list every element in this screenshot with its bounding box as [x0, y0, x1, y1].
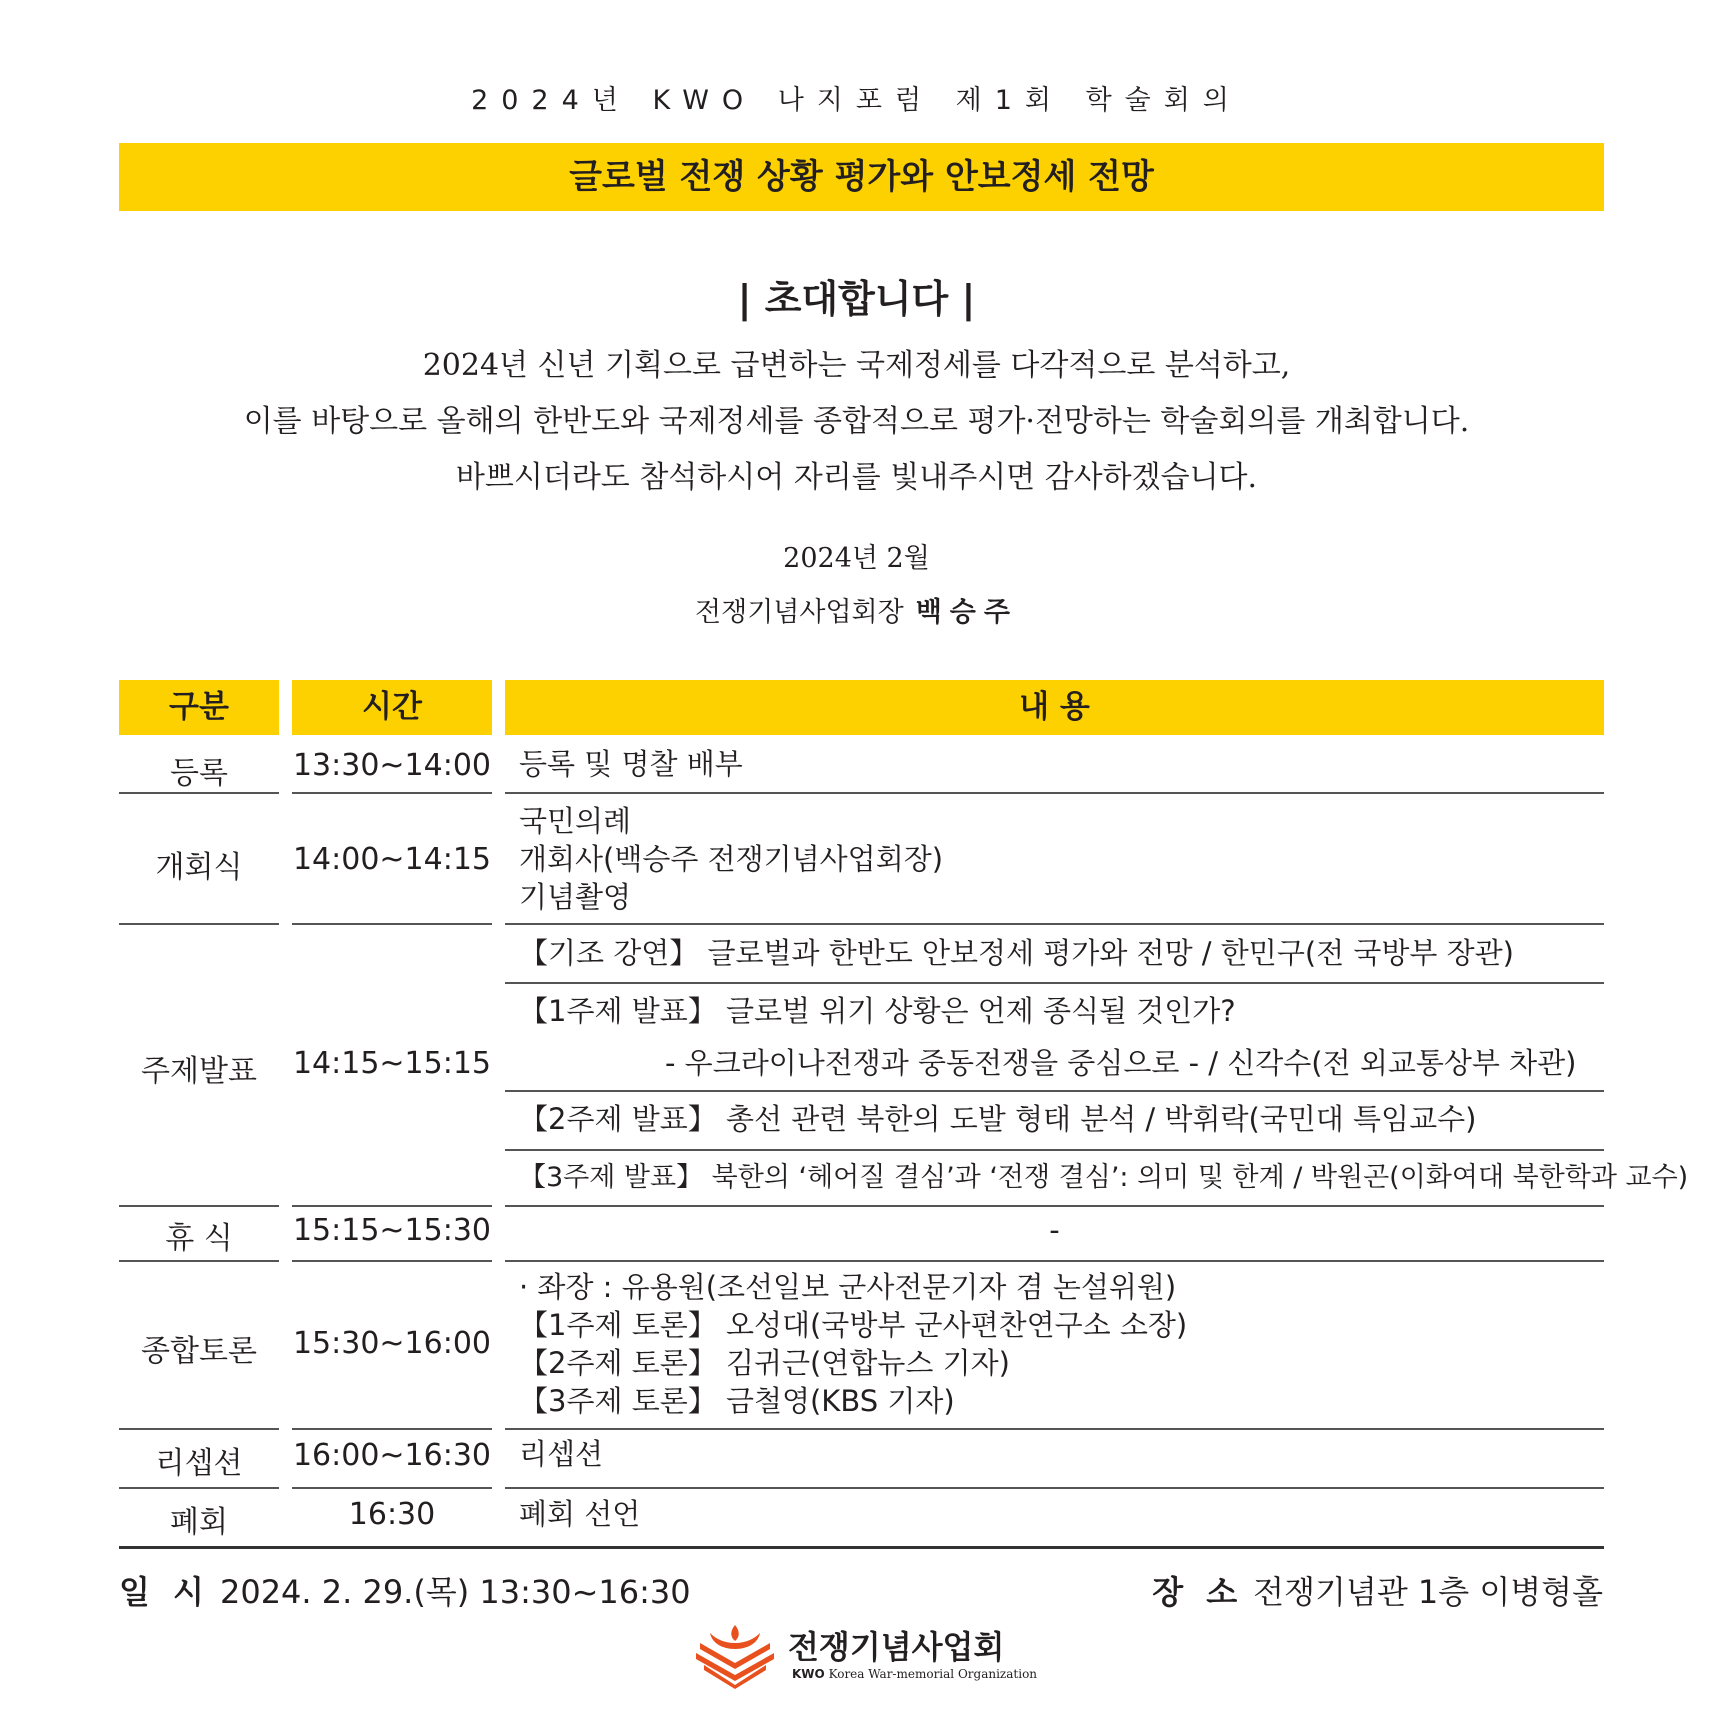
row-divider	[505, 923, 1604, 925]
row-content-line: -	[1049, 1213, 1060, 1247]
row-time: 16:30	[348, 1497, 436, 1532]
logo-abbr: KWO	[792, 1667, 825, 1681]
row-time: 13:30~14:00	[292, 748, 492, 783]
row-divider	[292, 1428, 492, 1430]
row-divider	[119, 1428, 279, 1430]
row-content-line: 【1주제 토론】 오성대(국방부 군사편찬연구소 소장)	[519, 1308, 1188, 1342]
row-label: 개회식	[155, 850, 243, 885]
row-label: 종합토론	[141, 1334, 257, 1369]
table-bottom-rule	[119, 1546, 1604, 1549]
row-content-line: 국민의례	[519, 804, 632, 838]
row-divider	[505, 1090, 1604, 1092]
invitation-line: 2024년 신년 기획으로 급변하는 국제정세를 다각적으로 분석하고,	[422, 348, 1291, 383]
organization-logo	[690, 1617, 1050, 1697]
row-divider	[505, 1487, 1604, 1489]
row-content-line: 리셉션	[519, 1437, 604, 1471]
host-name: 백승주	[915, 597, 1018, 628]
logo-subtitle	[792, 1667, 1037, 1681]
row-label: 폐회	[170, 1505, 228, 1540]
event-date	[119, 1567, 691, 1613]
host-title: 전쟁기념사업회장	[695, 597, 904, 628]
table-header-category: 구분	[119, 680, 279, 735]
row-divider	[119, 923, 279, 925]
row-divider	[505, 792, 1604, 794]
theme-banner: 글로벌 전쟁 상황 평가와 안보정세 전망	[119, 143, 1604, 211]
invitation-body	[0, 338, 1713, 506]
row-content-line: 등록 및 명찰 배부	[519, 747, 743, 781]
row-content-line: 개회사(백승주 전쟁기념사업회장)	[519, 842, 944, 876]
row-divider	[505, 1428, 1604, 1430]
row-divider	[292, 1487, 492, 1489]
row-content-line: 기념촬영	[519, 880, 632, 914]
logo-name: 전쟁기념사업회	[788, 1628, 1005, 1666]
row-content-line: - 우크라이나전쟁과 중동전쟁을 중심으로 - / 신각수(전 외교통상부 차관)	[665, 1046, 1577, 1080]
table-header-content: 내 용	[505, 680, 1604, 735]
row-divider	[292, 792, 492, 794]
row-content-line: 【3주제 토론】 금철영(KBS 기자)	[519, 1384, 955, 1418]
date-label: 일 시	[119, 1573, 210, 1611]
row-content-line: 【2주제 토론】 김귀근(연합뉴스 기자)	[519, 1346, 1010, 1380]
row-divider	[292, 1205, 492, 1207]
row-content-line: 【1주제 발표】 글로벌 위기 상황은 언제 종식될 것인가?	[519, 994, 1236, 1028]
date-value: 2024. 2. 29.(목) 13:30~16:30	[219, 1573, 691, 1611]
venue-label: 장 소	[1152, 1573, 1244, 1611]
row-divider	[119, 1205, 279, 1207]
row-divider	[505, 982, 1604, 984]
row-content-line: · 좌장 : 유용원(조선일보 군사전문기자 겸 논설위원)	[519, 1270, 1177, 1304]
row-divider	[505, 1260, 1604, 1262]
kwo-emblem-icon	[690, 1619, 780, 1689]
row-divider	[119, 1487, 279, 1489]
row-divider	[292, 1260, 492, 1262]
table-header-time: 시간	[292, 680, 492, 735]
row-divider	[119, 792, 279, 794]
row-content-line: 【3주제 발표】 북한의 ‘헤어질 결심’과 ‘전쟁 결심’: 의미 및 한계 / 박원곤(이화여대 북한학과 교수)	[519, 1162, 1689, 1193]
logo-english: Korea War-memorial Organization	[828, 1667, 1038, 1681]
row-label: 리셉션	[155, 1446, 243, 1481]
event-venue	[1152, 1567, 1603, 1613]
row-divider	[505, 1205, 1604, 1207]
row-time: 15:30~16:00	[292, 1326, 492, 1361]
row-divider	[119, 1260, 279, 1262]
row-divider	[292, 923, 492, 925]
row-time: 14:00~14:15	[292, 842, 492, 877]
invitation-date: 2024년 2월	[783, 543, 930, 574]
row-time: 15:15~15:30	[292, 1213, 492, 1248]
invitation-title: | 초대합니다 |	[737, 277, 976, 321]
row-label: 주제발표	[141, 1054, 257, 1089]
venue-value: 전쟁기념관 1층 이병형홀	[1253, 1573, 1603, 1611]
event-line: 2024년 KWO 나지포럼 제1회 학술회의	[471, 85, 1242, 116]
host-signature	[0, 590, 1713, 629]
row-time: 14:15~15:15	[292, 1046, 492, 1081]
row-content-line: 【기조 강연】 글로벌과 한반도 안보정세 평가와 전망 / 한민구(전 국방부 장관)	[519, 936, 1514, 970]
row-content-line: 【2주제 발표】 총선 관련 북한의 도발 형태 분석 / 박휘락(국민대 특임교수)	[519, 1102, 1477, 1136]
invitation-line: 바쁘시더라도 참석하시어 자리를 빛내주시면 감사하겠습니다.	[455, 460, 1258, 495]
row-content-line: 폐회 선언	[519, 1497, 641, 1531]
row-divider	[505, 1149, 1604, 1151]
row-label: 등록	[170, 756, 228, 791]
row-label: 휴 식	[165, 1221, 233, 1256]
invitation-line: 이를 바탕으로 올해의 한반도와 국제정세를 종합적으로 평가·전망하는 학술회의를 개최합니다.	[243, 404, 1470, 439]
row-time: 16:00~16:30	[292, 1438, 492, 1473]
